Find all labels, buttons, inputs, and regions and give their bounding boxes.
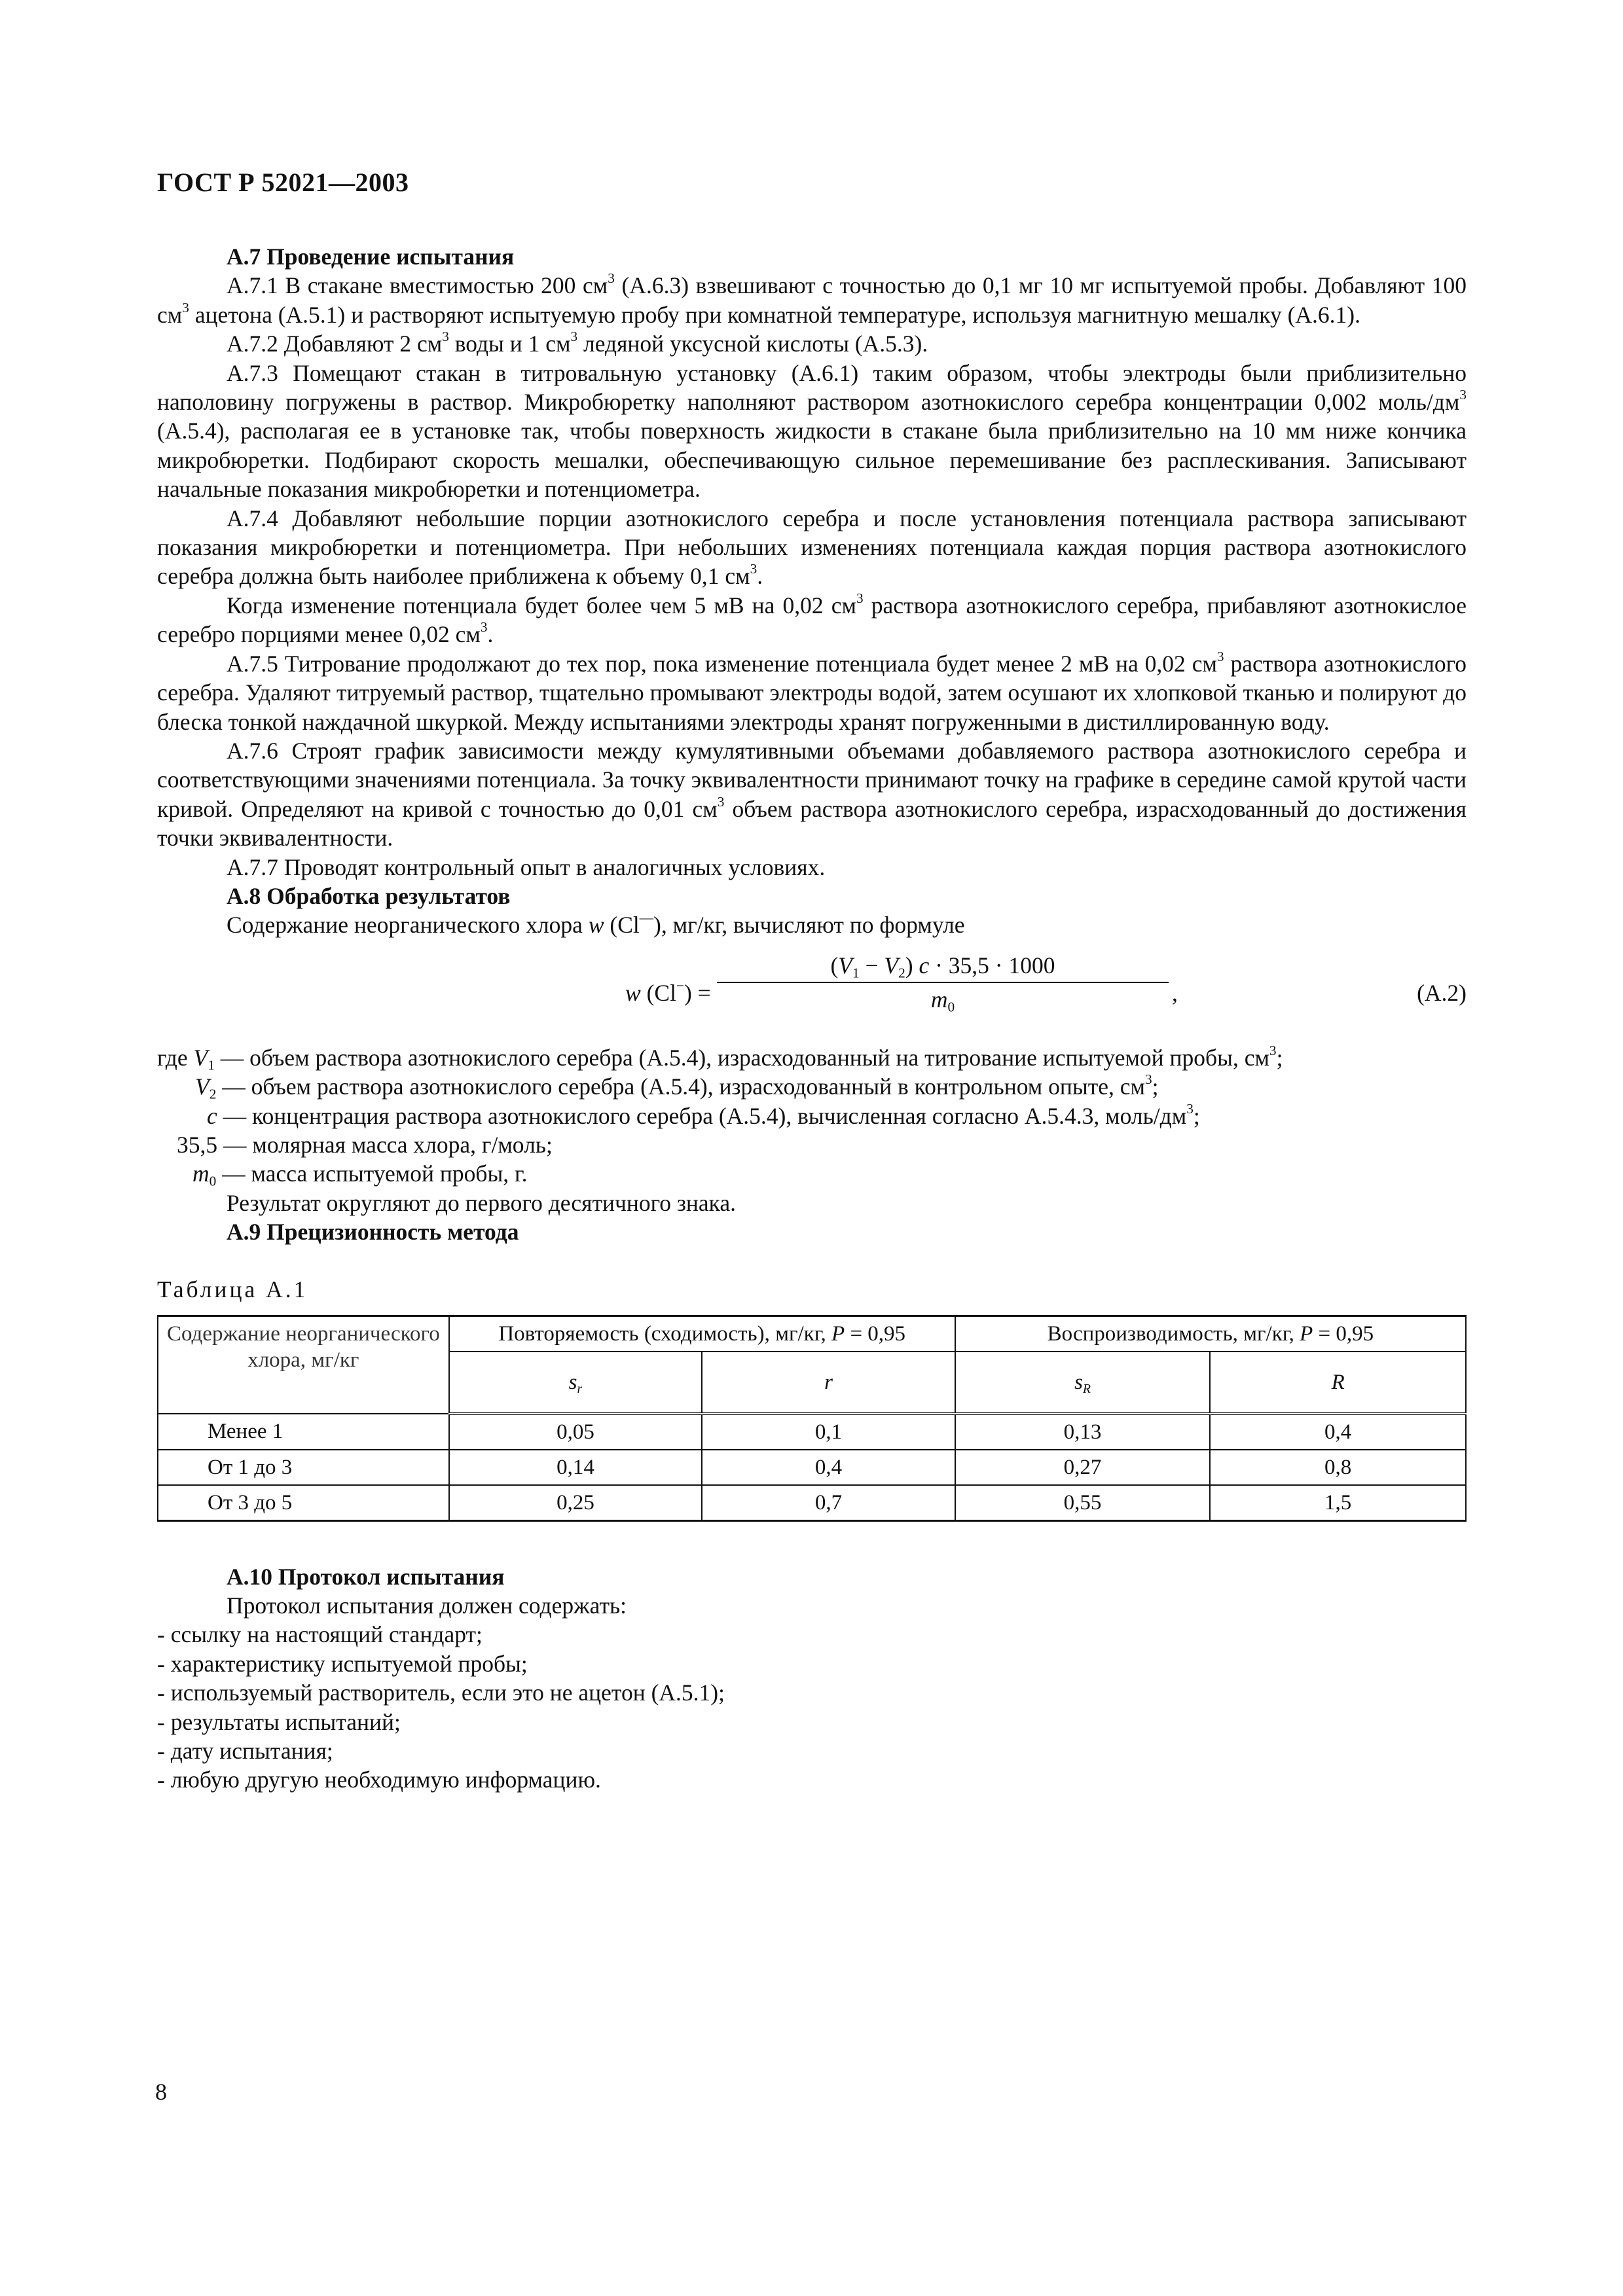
list-item: - ссылку на настоящий стандарт; [157,1621,483,1648]
table-row: От 1 до 3 0,14 0,4 0,27 0,8 [158,1450,1466,1485]
section-heading-a9: А.9 Прецизионность метода [227,1219,519,1246]
paragraph-a7-1: А.7.1 В стакане вместимостью 200 $см^3$ (А.6.3) взвешивают с точностью до 0,1 мг 10 мг испытуемой пробы. Добавляют 100 $см^3$ ацетона (А.5.1) и растворяют испытуемую пробу при комнатной температуре, используя магнитную мешалку (А.6.1). [157,270,1467,328]
list-item: - любую другую необходимую информацию. [157,1767,601,1793]
section-heading-a7: А.7 Проведение испытания [227,243,515,270]
table-subheader-R: R [1210,1352,1466,1414]
formula-denominator: $m_0$ [930,986,955,1015]
formula-lhs: w (Cl−) = [625,977,711,1006]
equation-number: (А.2) [1417,979,1467,1006]
protocol-list [157,1620,1467,1794]
list-item: - результаты испытаний; [157,1708,401,1735]
paragraph-rounding: Результат округляют до первого десятичного знака. [227,1189,737,1216]
table-header-repeatability: Повторяемость (сходимость), мг/кг, P = 0,95 [449,1316,955,1352]
legend-molar-mass: 35,5 — молярная масса хлора, г/моль; [177,1131,553,1158]
table-header-content: Содержание неорганического хлора, мг/кг [158,1316,449,1414]
section-heading-a10: А.10 Протокол испытания [227,1563,505,1590]
formula-a2: w (Cl−) = $\frac{(V_1 - V_2) c \cdot 35,5 \cdot 1000}{m_0}$ , (А.2) [625,952,1467,1015]
document-body [157,242,1467,1795]
list-item: - характеристику испытуемой пробы; [157,1650,528,1677]
list-item: - используемый растворитель, если это не ацетон (А.5.1); [157,1679,725,1706]
section-heading-a8: А.8 Обработка результатов [227,882,511,909]
formula-legend [157,1043,1467,1189]
paragraph-a8-intro: Содержание неорганического хлора w (Cl—), мг/кг, вычисляют по формуле [227,910,965,939]
table-row: Менее 1 0,05 0,1 0,13 0,4 [158,1414,1466,1450]
formula-fraction [717,952,1169,1013]
paragraph-a7-5: А.7.5 Титрование продолжают до тех пор, пока изменение потенциала будет менее 2 мВ на 0,02 $см^3$ раствора азотнокислого серебра. Удаляют титруемый раствор, тщательно промывают электроды водой, затем осушают их хлопковой тканью и полируют до блеска тонкой наждачной шкуркой. Между испытаниями электроды хранят погруженными в дистиллированную воду. [157,648,1467,735]
paragraph-a7-6: А.7.6 Строят график зависимости между кумулятивными объемами добавляемого раствора азотнокислого серебра и соответствующими значениями потенциала. За точку эквивалентности принимают точку на графике в середине самой крутой части кривой. Определяют на кривой с точностью до 0,01 $см^3$ объем раствора азотнокислого серебра, израсходованный до достижения точки эквивалентности. [157,737,1467,852]
table-caption: Таблица А.1 [157,1276,308,1302]
precision-table [157,1315,1467,1522]
document-header: ГОСТ Р 52021—2003 [157,168,409,197]
table-subheader-sR: $s_R$ [955,1352,1211,1414]
paragraph-a7-4: А.7.4 Добавляют небольшие порции азотнокислого серебра и после установления потенциала раствора записывают показания микробюретки и потенциометра. При небольших изменениях потенциала каждая порция раствора азотнокислого серебра должна быть наиболее приближена к объему 0,1 $см^3$. [157,505,1467,590]
page-number: 8 [155,2079,167,2105]
paragraph-a7-3: А.7.3 Помещают стакан в титровальную установку (А.6.1) таким образом, чтобы электроды были приблизительно наполовину погружены в раствор. Микробюретку наполняют раствором азотнокислого серебра концентрации 0,002 моль/$дм^3$ (А.5.4), располагая ее в установке так, чтобы поверхность жидкости в стакане была приблизительно на 10 мм ниже кончика микробюретки. Подбирают скорость мешалки, обеспечивающую сильное перемешивание без расплескивания. Записывают начальные показания микробюретки и потенциометра. [157,359,1467,503]
formula-numerator: $(V_1 - V_2) c \cdot 35,5 \cdot 1000$ [717,952,1169,983]
table-subheader-r: r [702,1352,955,1414]
paragraph-a7-2: А.7.2 Добавляют 2 $см^3$ воды и 1 $см^3$ ледяной уксусной кислоты (А.5.3). [227,329,928,357]
table-row: От 3 до 5 0,25 0,7 0,55 1,5 [158,1485,1466,1521]
paragraph-a7-4-note: Когда изменение потенциала будет более чем 5 мВ на 0,02 $см^3$ раствора азотнокислого серебра, прибавляют азотнокислое серебро порциями менее 0,02 $см^3$. [157,590,1467,648]
paragraph-a10-intro: Протокол испытания должен содержать: [227,1592,627,1619]
legend-m0: $m_0$ — масса испытуемой пробы, г. [192,1160,528,1189]
legend-v1: где $V_1$ — объем раствора азотнокислого серебра (А.5.4), израсходованный на титрование испытуемой пробы, $см^3$; [157,1042,1283,1073]
table-subheader-sr: $s_r$ [449,1352,702,1414]
list-item: - дату испытания; [157,1738,333,1765]
legend-c: c — концентрация раствора азотнокислого серебра (А.5.4), вычисленная согласно А.5.4.3, моль/$дм^3$; [207,1100,1200,1129]
table-header-reproducibility: Воспроизводимость, мг/кг, P = 0,95 [955,1316,1466,1352]
legend-v2: $V_2$ — объем раствора азотнокислого серебра (А.5.4), израсходованный в контрольном опыте, $см^3$; [195,1071,1159,1102]
paragraph-a7-7: А.7.7 Проводят контрольный опыт в аналогичных условиях. [227,853,826,880]
